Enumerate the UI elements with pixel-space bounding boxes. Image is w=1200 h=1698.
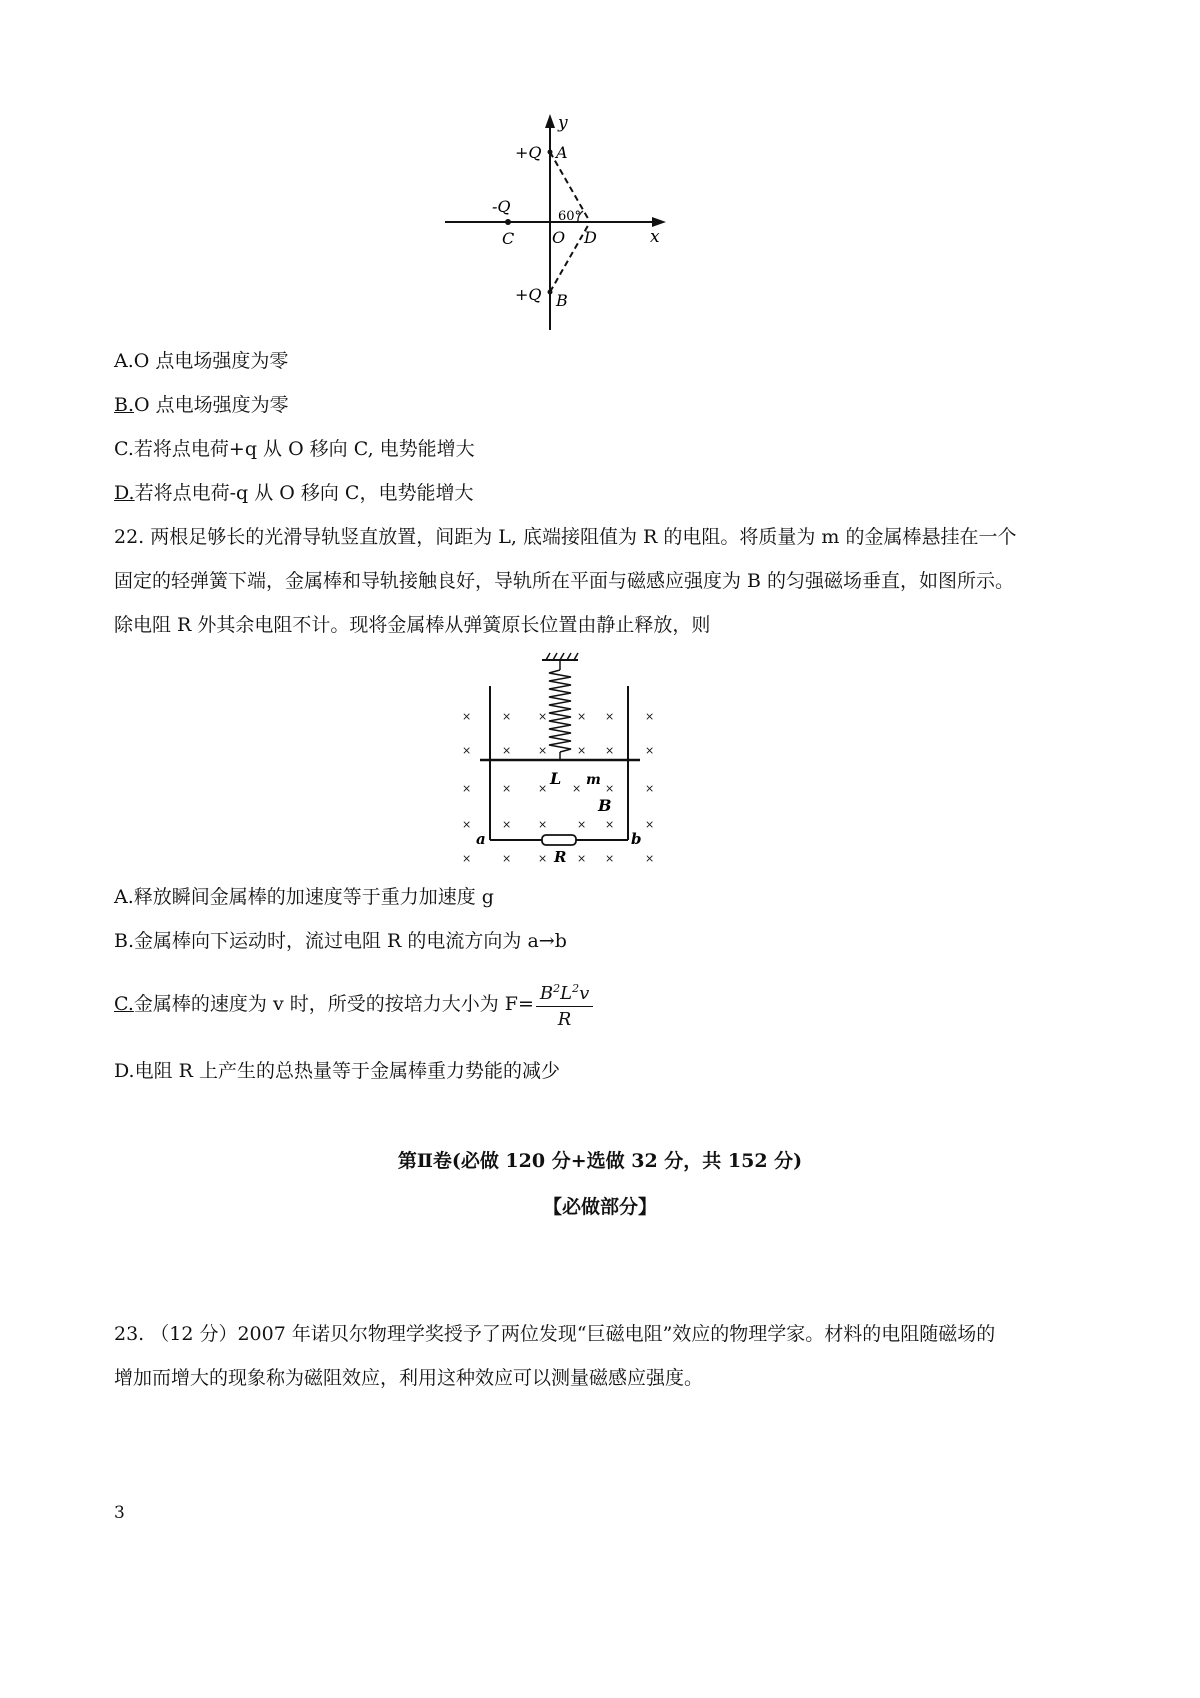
- svg-text:×: ×: [538, 818, 548, 831]
- svg-text:×: ×: [538, 782, 548, 795]
- label-x: x: [650, 227, 660, 247]
- label-C: C: [502, 229, 515, 248]
- figure-charges-axes: [440, 110, 680, 340]
- svg-text:×: ×: [645, 782, 655, 795]
- svg-text:×: ×: [462, 782, 472, 795]
- label-b: b: [631, 830, 642, 848]
- label-angle: 60°: [558, 209, 582, 224]
- svg-text:×: ×: [502, 782, 512, 795]
- q21-option-d: D.若将点电荷-q 从 O 移向 C，电势能增大: [114, 482, 474, 504]
- label-a: a: [476, 830, 486, 848]
- svg-text:×: ×: [605, 782, 615, 795]
- q22-stem-line-3: 除电阻 R 外其余电阻不计。现将金属棒从弹簧原长位置由静止释放，则: [114, 614, 711, 636]
- q22-option-b: B.金属棒向下运动时，流过电阻 R 的电流方向为 a→b: [114, 930, 567, 952]
- section-title: 第Ⅱ卷(必做 120 分+选做 32 分，共 152 分): [397, 1150, 803, 1172]
- label-B: B: [556, 291, 568, 310]
- q22-stem-line-2: 固定的轻弹簧下端，金属棒和导轨接触良好，导轨所在平面与磁感应强度为 B 的匀强磁场垂直，如图所示。: [114, 570, 1015, 592]
- label-R: R: [554, 848, 567, 866]
- svg-text:×: ×: [462, 710, 472, 723]
- svg-text:×: ×: [645, 744, 655, 757]
- svg-text:×: ×: [502, 710, 512, 723]
- svg-text:×: ×: [577, 818, 587, 831]
- svg-text:×: ×: [462, 818, 472, 831]
- q22-stem-line-1: 22. 两根足够长的光滑导轨竖直放置，间距为 L, 底端接阻值为 R 的电阻。将质量为 m 的金属棒悬挂在一个: [114, 526, 1017, 548]
- svg-text:×: ×: [538, 852, 548, 865]
- svg-text:×: ×: [577, 852, 587, 865]
- svg-text:×: ×: [502, 818, 512, 831]
- svg-text:×: ×: [577, 710, 587, 723]
- svg-text:×: ×: [645, 818, 655, 831]
- label-plusQ-top: +Q: [515, 143, 542, 162]
- label-m: m: [586, 772, 601, 788]
- svg-text:×: ×: [645, 710, 655, 723]
- svg-text:×: ×: [538, 744, 548, 757]
- svg-text:×: ×: [605, 818, 615, 831]
- svg-text:×: ×: [462, 852, 472, 865]
- q21-option-b: B.O 点电场强度为零: [114, 394, 289, 416]
- svg-text:×: ×: [572, 782, 582, 795]
- svg-text:×: ×: [605, 852, 615, 865]
- label-D: D: [584, 228, 597, 247]
- label-plusQ-bottom: +Q: [515, 285, 542, 304]
- svg-text:×: ×: [645, 852, 655, 865]
- section-subtitle: 【必做部分】: [542, 1196, 657, 1218]
- page-number: 3: [114, 1503, 125, 1523]
- figure-rails-spring: [450, 648, 670, 868]
- svg-text:×: ×: [538, 710, 548, 723]
- svg-text:×: ×: [502, 852, 512, 865]
- label-L: L: [550, 769, 562, 788]
- ampere-force-formula: $\frac{B^2L^2v}{R}$: [536, 977, 593, 1033]
- svg-text:×: ×: [462, 744, 472, 757]
- label-minusQ: -Q: [492, 197, 511, 216]
- label-O: O: [552, 228, 566, 247]
- svg-text:×: ×: [502, 744, 512, 757]
- q21-option-a: A.O 点电场强度为零: [114, 350, 289, 372]
- q23-line-1: 23. （12 分）2007 年诺贝尔物理学奖授予了两位发现“巨磁电阻”效应的物理学家。材料的电阻随磁场的: [114, 1323, 996, 1345]
- svg-text:×: ×: [577, 744, 587, 757]
- svg-text:×: ×: [605, 744, 615, 757]
- q22-option-a: A.释放瞬间金属棒的加速度等于重力加速度 g: [114, 886, 494, 908]
- label-B-field: B: [598, 796, 612, 815]
- q22-option-c: C.金属棒的速度为 v 时，所受的按培力大小为 F= $\frac{B^2L^2v}{R}$: [114, 976, 593, 1033]
- label-y: y: [558, 113, 568, 133]
- q21-option-c: C.若将点电荷+q 从 O 移向 C, 电势能增大: [114, 438, 475, 460]
- label-A: A: [556, 143, 568, 162]
- q23-line-2: 增加而增大的现象称为磁阻效应，利用这种效应可以测量磁感应强度。: [114, 1367, 704, 1389]
- svg-text:×: ×: [605, 710, 615, 723]
- q22-option-d: D.电阻 R 上产生的总热量等于金属棒重力势能的减少: [114, 1060, 560, 1082]
